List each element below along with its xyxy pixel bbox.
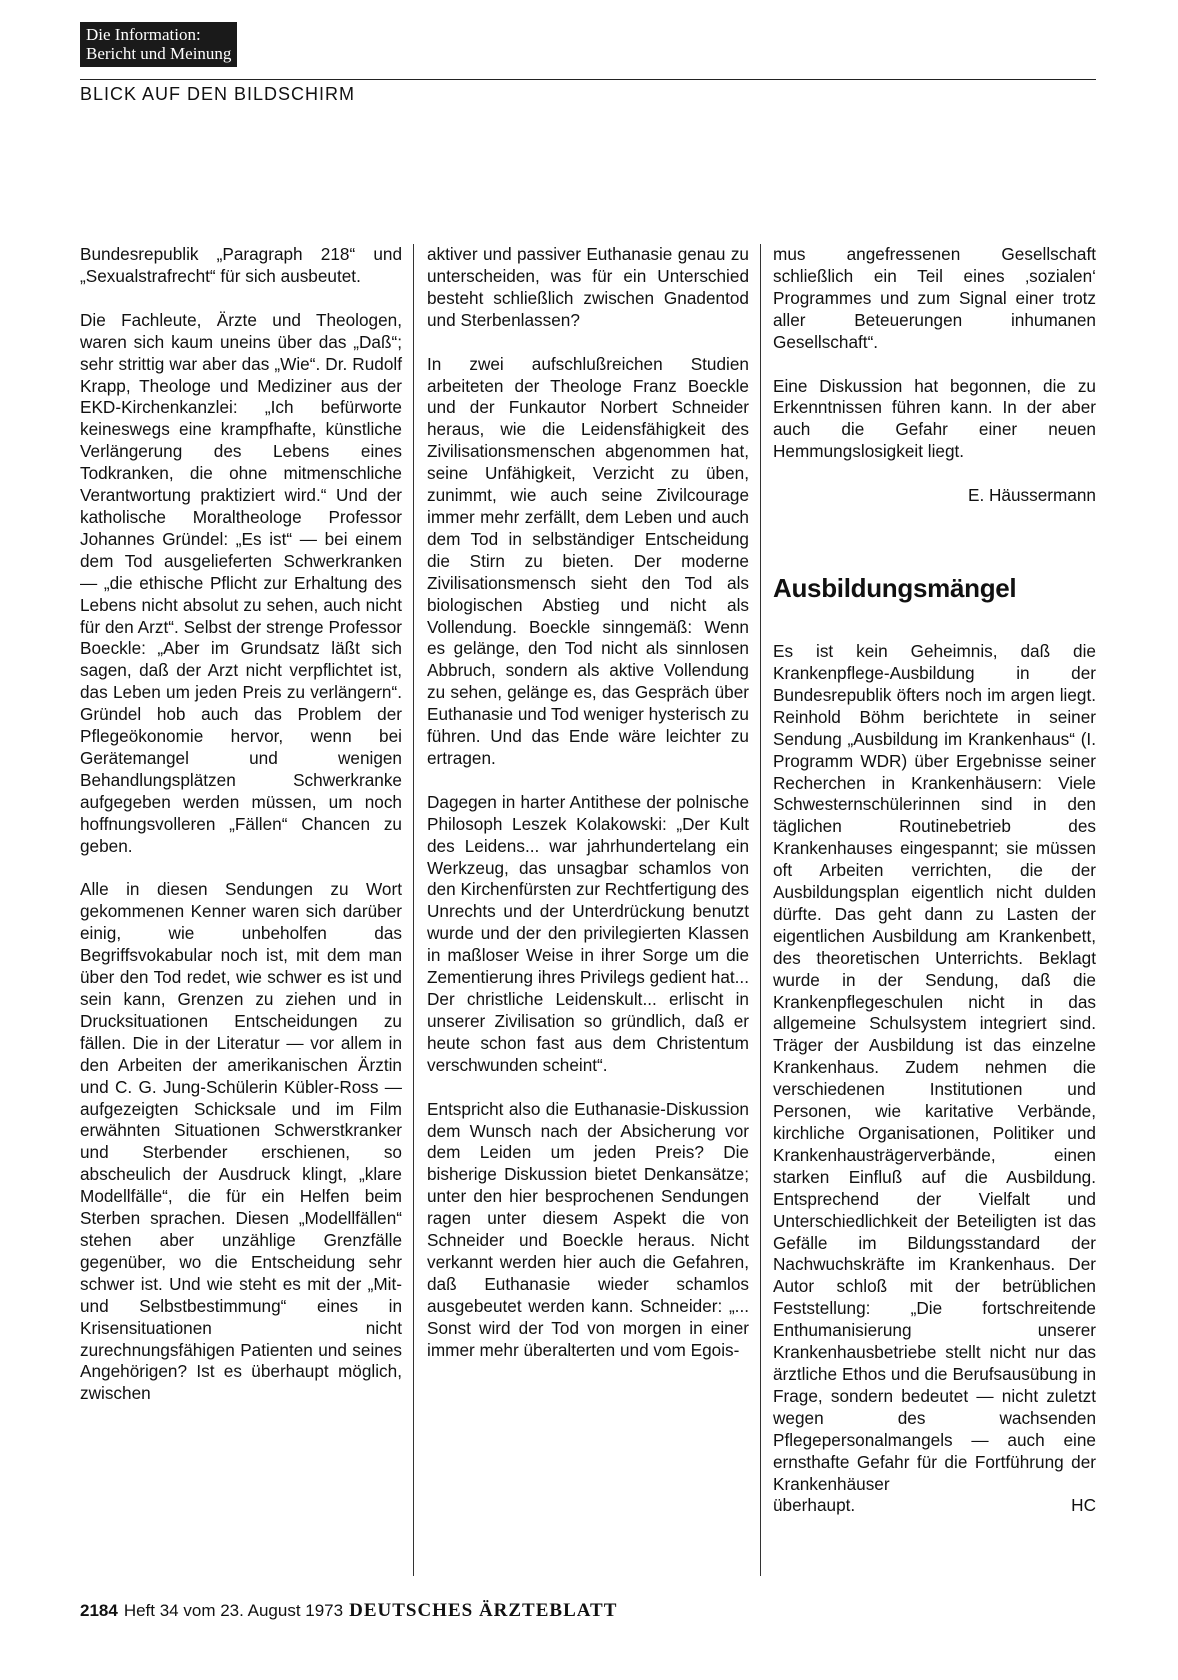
text-column-3 <box>773 244 1096 1517</box>
author-signature: E. Häussermann <box>967 485 1096 506</box>
paragraph: Es ist kein Geheimnis, daß die Krankenpflege-Ausbildung in der Bundesrepublik öfters noch im argen liegt. Reinhold Böhm berichtete in seiner Sendung „Ausbildung im Krankenhaus“ (I. Programm WDR) über Ergebnisse seiner Recherchen in Krankenhäusern: Viele Schwesternschülerinnen sind in den täglichen Routinebetrieb des Krankenhauses eingespannt; sie müssen oft Arbeiten verrichten, die der Ausbildungsplan eigentlich nicht dulden dürfte. Das geht dann zu Lasten der eigentlichen Ausbildung am Krankenbett, des theoretischen Unterrichts. Beklagt wurde in der Sendung, daß die Krankenpflegeschulen nicht in das allgemeine Schulsystem integriert sind. Träger der Ausbildung ist das einzelne Krankenhaus. Zudem nehmen die verschiedenen Institutionen und Personen, wie karitative Verbände, kirchliche Organisationen, Politiker und Krankenhausträgerverbände, einen starken Einfluß auf die Ausbildung. Entsprechend der Vielfalt und Unterschiedlichkeit der Beteiligten ist das Gefälle im Bildungsstandard der Nachwuchskräfte im Krankenhaus. Der Autor schloß mit der betrüblichen Feststellung: „Die fortschreitende Enthumanisierung unserer Krankenhausbetriebe stellt nicht nur das ärztliche Ethos und die Berufsausübung in Frage, sondern bedeutet — nicht zuletzt wegen des wachsenden Pflegepersonalmangels — auch eine ernsthafte Gefahr für die Fortführung der Krankenhäuser <box>773 641 1096 1494</box>
column-divider <box>413 244 414 1576</box>
column-divider <box>760 244 761 1576</box>
page-number: 2184 <box>80 1601 118 1620</box>
paragraph: Die Fachleute, Ärzte und Theologen, waren sich kaum uneins über das „Daß“; sehr strittig war aber das „Wie“. Dr. Rudolf Krapp, Theologe und Mediziner aus der EKD-Kirchenkanzlei: „Ich befürworte keineswegs eine krampfhafte, künstliche Verlängerung des Lebens eines Todkranken, die ohne mitmenschliche Verantwortung praktiziert wird.“ Und der katholische Moraltheologe Professor Johannes Gründel: „Es ist“ — bei einem dem Tod ausgelieferten Schwerkranken — „die ethische Pflicht zur Erhaltung des Lebens nicht absolut zu sehen, auch nicht für den Arzt“. Selbst der strenge Professor Boeckle: „Aber im Grundsatz läßt sich sagen, daß der Arzt nicht verpflichtet ist, das Leben um jeden Preis zu verlängern“. Gründel hob auch das Problem der Pflegeökonomie hervor, wenn bei Gerätemangel und wenigen Behandlungsplätzen Schwerkranke aufgegeben werden müssen, um noch hoffnungsvolleren „Fällen“ Chancen zu geben. <box>80 309 402 856</box>
paragraph: Eine Diskussion hat begonnen, die zu Erkenntnissen führen kann. In der aber auch die Gefahr einer neuen Hemmungslosigkeit liegt. <box>773 375 1096 462</box>
paragraph: Dagegen in harter Antithese der polnische Philosoph Leszek Kolakowski: „Der Kult des Leidens... war jahrhundertelang ein Werkzeug, das unsagbar schamlos von den Kirchenfürsten zur Rechtfertigung des Unrechts und der Unterdrückung benutzt wurde und der den privilegierten Klassen in maßloser Weise in ihrer Sorge um die Zementierung ihres Privilegs gedient hat... Der christliche Leidenskult... erlischt in unserer Zivilisation so gründlich, daß er heute schon fast aus dem Christentum verschwunden scheint“. <box>427 791 749 1075</box>
section-label-line1: Die Information: <box>86 25 201 44</box>
magazine-name: DEUTSCHES ÄRZTEBLATT <box>349 1600 618 1621</box>
paragraph: Entspricht also die Euthanasie-Diskussion dem Wunsch nach der Absicherung vor dem Leiden um jeden Preis? Die bisherige Diskussion bietet Denkansätze; unter den hier besprochenen Sendungen ragen unter diesem Aspekt die von Schneider und Boeckle heraus. Nicht verkannt werden hier auch die Gefahren, daß Euthanasie wieder schamlos ausgebeutet werden kann. Schneider: „... Sonst wird der Tod von morgen in einer immer mehr überalterten und vom Egois- <box>427 1098 749 1360</box>
paragraph: Alle in diesen Sendungen zu Wort gekommenen Kenner waren sich darüber einig, wie unbeholfen das Begriffsvokabular noch ist, mit dem man über den Tod redet, wie schwer es ist und sein kann, Grenzen zu ziehen und in Drucksituationen Entscheidungen zu fällen. Die in der Literatur — vor allem in den Arbeiten der amerikanischen Ärztin und C. G. Jung-Schülerin Kübler-Ross — aufgezeigten Schicksale und im Film erwähnten Situationen Schwerstkranker und Sterbender erschienen, so abscheulich der Ausdruck klingt, „klare Modellfälle“, die für ein Helfen beim Sterben sprachen. Diesen „Modellfällen“ stehen aber unzählige Grenzfälle gegenüber, wo die Entscheidung sehr schwer ist. Und wie steht es mit der „Mit- und Selbstbestimmung“ eines in Krisensituationen nicht zurechnungsfähigen Patienten und seines Angehörigen? Ist es überhaupt möglich, zwischen <box>80 879 402 1404</box>
issue-info: Heft 34 vom 23. August 1973 <box>123 1601 344 1620</box>
paragraph: mus angefressenen Gesellschaft schließlich ein Teil eines ‚sozialen‘ Programmes und zum Signal einer trotz aller Beteuerungen inhumanen Gesellschaft“. <box>773 244 1096 352</box>
closing-word: überhaupt. <box>773 1495 856 1516</box>
article-heading: Ausbildungsmängel <box>773 573 1017 604</box>
section-label-line2: Bericht und Meinung <box>86 44 232 63</box>
paragraph: In zwei aufschlußreichen Studien arbeiteten der Theologe Franz Boeckle und der Funkautor Norbert Schneider heraus, wie die Leidensfähigkeit des Zivilisationsmenschen abgenommen hat, seine Unfähigkeit, Verzicht zu üben, zunimmt, wie auch seine Zivilcourage immer mehr zerfällt, dem Leben und auch dem Tod in selbständiger Entscheidung die Stirn zu bieten. Der moderne Zivilisationsmensch sieht den Tod als biologischen Abstieg und nicht als Vollendung. Boeckle sinngemäß: Wenn es gelänge, den Tod nicht als sinnlosen Abbruch, sondern als aktive Vollendung zu sehen, gelänge es, das Gespräch über Euthanasie und Tod weniger hysterisch zu führen. Und das Ende wäre leichter zu ertragen. <box>427 353 749 768</box>
page-footer <box>80 1600 617 1622</box>
closing-line <box>773 1495 1096 1517</box>
paragraph: Bundesrepublik „Paragraph 218“ und „Sexualstrafrecht“ für sich ausbeutet. <box>80 244 402 286</box>
text-column-1 <box>80 244 402 1427</box>
paragraph: aktiver und passiver Euthanasie genau zu unterscheiden, was für ein Unterschied besteht schließlich zwischen Gnadentod und Sterbenlassen? <box>427 244 749 330</box>
author-initials: HC <box>1071 1495 1096 1516</box>
rubric-title: BLICK AUF DEN BILDSCHIRM <box>80 84 356 104</box>
text-column-2 <box>427 244 749 1384</box>
header-rule <box>80 79 1096 80</box>
section-label-box <box>80 22 237 67</box>
